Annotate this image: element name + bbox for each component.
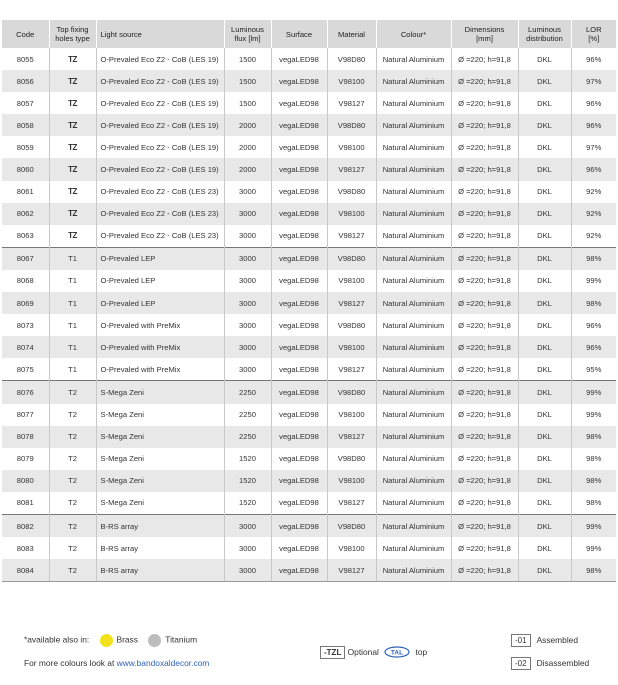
- cell-material: V98D80: [327, 381, 376, 404]
- cell-flux: 3000: [224, 203, 271, 225]
- cell-colour: Natural Aluminium: [376, 48, 451, 70]
- cell-code: 8055: [2, 48, 49, 70]
- cell-lor: 99%: [586, 410, 602, 420]
- cell-holes: TZ: [49, 136, 96, 158]
- cell-colour: Natural Aluminium: [376, 381, 451, 404]
- cell-code: 8083: [2, 537, 49, 559]
- cell-dist: DKL: [518, 92, 571, 114]
- table-row: [2, 448, 616, 470]
- cell-code: 8058: [2, 114, 49, 136]
- website-link[interactable]: www.bandoxaldecor.com: [116, 658, 210, 668]
- cell-material: V98127: [327, 559, 376, 582]
- cell-surface: vegaLED98: [271, 537, 327, 559]
- cell-code: 8069: [2, 292, 49, 314]
- optional-top-note: [320, 646, 427, 660]
- cell-dist: DKL: [518, 470, 571, 492]
- top-text: top: [415, 647, 428, 658]
- cell-material: V98127: [327, 158, 376, 180]
- cell-surface: vegaLED98: [271, 336, 327, 358]
- cell-lor: 99%: [586, 276, 602, 286]
- cell-surface: vegaLED98: [271, 492, 327, 515]
- cell-holes: T2: [49, 514, 96, 537]
- header-material: Material: [327, 20, 376, 48]
- cell-flux: 3000: [224, 358, 271, 381]
- header-dims: Dimensions [mm]: [451, 20, 518, 48]
- cell-flux: 3000: [224, 247, 271, 270]
- cell-holes: TZ: [49, 114, 96, 136]
- cell-material: V98D80: [327, 448, 376, 470]
- cell-colour: Natural Aluminium: [376, 92, 451, 114]
- cell-lor: 97%: [571, 70, 616, 92]
- cell-holes: T1: [49, 336, 96, 358]
- cell-lor: 97%: [586, 142, 602, 152]
- cell-lor: 92%: [586, 187, 602, 197]
- cell-source: O-Prevaled with PreMix: [96, 314, 224, 336]
- cell-material: V98D80: [327, 314, 376, 336]
- cell-dist: DKL: [518, 404, 571, 426]
- assembled-text: Assembled: [536, 635, 578, 645]
- cell-colour: Natural Aluminium: [376, 426, 451, 448]
- table-row: [2, 70, 616, 92]
- table-row: [2, 270, 616, 292]
- cell-surface: vegaLED98: [271, 158, 327, 180]
- table-row: [2, 358, 616, 381]
- cell-dims: Ø =220; h=91,8: [451, 559, 518, 582]
- cell-lor: 98%: [586, 454, 602, 464]
- cell-dist: DKL: [518, 381, 571, 404]
- cell-holes: T2: [49, 404, 96, 426]
- cell-colour: Natural Aluminium: [376, 492, 451, 515]
- cell-dims: Ø =220; h=91,8: [451, 181, 518, 203]
- cell-flux: 2000: [224, 158, 271, 180]
- cell-surface: vegaLED98: [271, 114, 327, 136]
- cell-dist: DKL: [518, 426, 571, 448]
- cell-surface: vegaLED98: [271, 314, 327, 336]
- table-row: [2, 381, 616, 404]
- cell-flux: 2250: [224, 381, 271, 404]
- cell-dist: DKL: [518, 247, 571, 270]
- more-colours-text: For more colours look at: [24, 658, 115, 668]
- cell-holes: TZ: [49, 70, 96, 92]
- cell-code: 8059: [2, 136, 49, 158]
- cell-colour: Natural Aluminium: [376, 181, 451, 203]
- header-colour: Colour*: [376, 20, 451, 48]
- cell-dims: Ø =220; h=91,8: [451, 292, 518, 314]
- cell-source: O-Prevaled Eco Z2 - CoB (LES 19): [96, 70, 224, 92]
- cell-dims: Ø =220; h=91,8: [451, 358, 518, 381]
- table-row: [2, 514, 616, 537]
- cell-dist: DKL: [518, 270, 571, 292]
- cell-dist: DKL: [518, 492, 571, 515]
- titanium-label: Titanium: [165, 634, 198, 645]
- disassembled-code: -02: [511, 657, 531, 670]
- disassembled-text: Disassembled: [536, 658, 590, 668]
- cell-dims: Ø =220; h=91,8: [451, 158, 518, 180]
- cell-surface: vegaLED98: [271, 404, 327, 426]
- cell-source: O-Prevaled with PreMix: [96, 358, 224, 381]
- cell-source: O-Prevaled Eco Z2 - CoB (LES 19): [96, 114, 224, 136]
- cell-surface: vegaLED98: [271, 470, 327, 492]
- cell-surface: vegaLED98: [271, 181, 327, 203]
- cell-flux: 3000: [224, 270, 271, 292]
- cell-holes: T1: [49, 314, 96, 336]
- cell-flux: 3000: [224, 559, 271, 582]
- cell-colour: Natural Aluminium: [376, 70, 451, 92]
- cell-lor: 96%: [571, 114, 616, 136]
- cell-dims: Ø =220; h=91,8: [451, 470, 518, 492]
- table-row: [2, 247, 616, 270]
- cell-source: S-Mega Zeni: [96, 492, 224, 515]
- table-row: [2, 48, 616, 70]
- header-flux: Luminous flux [lm]: [224, 20, 271, 48]
- cell-colour: Natural Aluminium: [376, 514, 451, 537]
- table-row: [2, 537, 616, 559]
- cell-colour: Natural Aluminium: [376, 292, 451, 314]
- cell-colour: Natural Aluminium: [376, 358, 451, 381]
- cell-colour: Natural Aluminium: [376, 270, 451, 292]
- cell-flux: 2000: [224, 136, 271, 158]
- cell-flux: 3000: [224, 514, 271, 537]
- cell-lor: 98%: [571, 247, 616, 270]
- cell-lor: 96%: [586, 320, 602, 330]
- table-row: [2, 470, 616, 492]
- table-row: [2, 314, 616, 336]
- header-dist: Luminous distribution: [518, 20, 571, 48]
- cell-dims: Ø =220; h=91,8: [451, 336, 518, 358]
- cell-holes: T1: [49, 270, 96, 292]
- cell-lor: 96%: [586, 54, 602, 64]
- cell-code: 8077: [2, 404, 49, 426]
- cell-colour: Natural Aluminium: [376, 314, 451, 336]
- cell-lor: 96%: [571, 158, 616, 180]
- cell-dist: DKL: [518, 537, 571, 559]
- cell-flux: 1520: [224, 470, 271, 492]
- cell-dims: Ø =220; h=91,8: [451, 537, 518, 559]
- tzl-label: -TZL: [320, 646, 345, 659]
- cell-source: O-Prevaled Eco Z2 - CoB (LES 19): [96, 92, 224, 114]
- cell-dims: Ø =220; h=91,8: [451, 448, 518, 470]
- available-label: *available also in:: [24, 634, 90, 645]
- cell-dims: Ø =220; h=91,8: [451, 136, 518, 158]
- cell-holes: T2: [49, 381, 96, 404]
- table-row: [2, 114, 616, 136]
- cell-surface: vegaLED98: [271, 448, 327, 470]
- cell-material: V98100: [327, 336, 376, 358]
- cell-surface: vegaLED98: [271, 247, 327, 270]
- brass-label: Brass: [116, 634, 138, 645]
- cell-lor: 98%: [571, 292, 616, 314]
- cell-material: V98127: [327, 426, 376, 448]
- cell-dist: DKL: [518, 358, 571, 381]
- cell-source: B-RS array: [96, 514, 224, 537]
- cell-surface: vegaLED98: [271, 48, 327, 70]
- cell-source: O-Prevaled Eco Z2 - CoB (LES 23): [96, 225, 224, 248]
- cell-lor: 96%: [571, 336, 616, 358]
- cell-colour: Natural Aluminium: [376, 247, 451, 270]
- cell-source: B-RS array: [96, 559, 224, 582]
- cell-surface: vegaLED98: [271, 203, 327, 225]
- cell-source: S-Mega Zeni: [96, 426, 224, 448]
- cell-flux: 2000: [224, 114, 271, 136]
- cell-dist: DKL: [518, 292, 571, 314]
- cell-dims: Ø =220; h=91,8: [451, 404, 518, 426]
- cell-code: 8079: [2, 448, 49, 470]
- cell-flux: 3000: [224, 181, 271, 203]
- cell-dist: DKL: [518, 203, 571, 225]
- cell-dist: DKL: [518, 336, 571, 358]
- cell-source: S-Mega Zeni: [96, 470, 224, 492]
- cell-holes: TZ: [49, 203, 96, 225]
- cell-flux: 1520: [224, 492, 271, 515]
- header-holes: Top fixing holes type: [49, 20, 96, 48]
- cell-surface: vegaLED98: [271, 358, 327, 381]
- cell-colour: Natural Aluminium: [376, 404, 451, 426]
- cell-holes: T1: [49, 292, 96, 314]
- cell-surface: vegaLED98: [271, 70, 327, 92]
- cell-surface: vegaLED98: [271, 136, 327, 158]
- cell-holes: T2: [49, 537, 96, 559]
- cell-surface: vegaLED98: [271, 292, 327, 314]
- cell-holes: TZ: [49, 225, 96, 248]
- cell-lor: 95%: [586, 364, 602, 374]
- cell-material: V98D80: [327, 514, 376, 537]
- cell-lor: 92%: [586, 231, 602, 241]
- cell-flux: 1500: [224, 70, 271, 92]
- table-row: [2, 292, 616, 314]
- cell-dims: Ø =220; h=91,8: [451, 70, 518, 92]
- cell-source: O-Prevaled LEP: [96, 247, 224, 270]
- cell-source: O-Prevaled Eco Z2 - CoB (LES 19): [96, 48, 224, 70]
- cell-source: S-Mega Zeni: [96, 404, 224, 426]
- svg-text:TAL: TAL: [391, 649, 404, 657]
- cell-holes: T2: [49, 470, 96, 492]
- cell-dims: Ø =220; h=91,8: [451, 114, 518, 136]
- cell-dims: Ø =220; h=91,8: [451, 203, 518, 225]
- brass-swatch-icon: [100, 634, 113, 647]
- cell-colour: Natural Aluminium: [376, 448, 451, 470]
- cell-dims: Ø =220; h=91,8: [451, 381, 518, 404]
- cell-flux: 3000: [224, 292, 271, 314]
- cell-dist: DKL: [518, 136, 571, 158]
- cell-lor: 99%: [571, 381, 616, 404]
- cell-lor: 96%: [586, 98, 602, 108]
- cell-dist: DKL: [518, 114, 571, 136]
- cell-dims: Ø =220; h=91,8: [451, 247, 518, 270]
- header-surface: Surface: [271, 20, 327, 48]
- cell-dims: Ø =220; h=91,8: [451, 225, 518, 248]
- cell-flux: 3000: [224, 537, 271, 559]
- cell-dist: DKL: [518, 48, 571, 70]
- cell-material: V98100: [327, 404, 376, 426]
- tal-logo-icon: [384, 646, 410, 660]
- header-lor: LOR [%]: [571, 20, 616, 48]
- cell-lor: 98%: [571, 470, 616, 492]
- cell-dims: Ø =220; h=91,8: [451, 426, 518, 448]
- table-row: [2, 203, 616, 225]
- cell-code: 8075: [2, 358, 49, 381]
- cell-material: V98127: [327, 292, 376, 314]
- cell-source: B-RS array: [96, 537, 224, 559]
- cell-material: V98127: [327, 492, 376, 515]
- table-row: [2, 559, 616, 582]
- cell-holes: TZ: [49, 158, 96, 180]
- cell-flux: 3000: [224, 225, 271, 248]
- cell-lor: 98%: [571, 426, 616, 448]
- cell-material: V98127: [327, 225, 376, 248]
- cell-lor: 98%: [586, 498, 602, 508]
- cell-dims: Ø =220; h=91,8: [451, 48, 518, 70]
- table-row: [2, 336, 616, 358]
- cell-code: 8067: [2, 247, 49, 270]
- cell-code: 8080: [2, 470, 49, 492]
- optional-text: Optional: [347, 647, 379, 658]
- cell-colour: Natural Aluminium: [376, 158, 451, 180]
- cell-code: 8078: [2, 426, 49, 448]
- cell-material: V98100: [327, 470, 376, 492]
- cell-source: O-Prevaled LEP: [96, 292, 224, 314]
- header-source: Light source: [96, 20, 224, 48]
- cell-holes: T2: [49, 426, 96, 448]
- disassembled-note: [511, 657, 589, 670]
- cell-code: 8056: [2, 70, 49, 92]
- assembled-code: -01: [511, 634, 531, 647]
- cell-dist: DKL: [518, 225, 571, 248]
- cell-colour: Natural Aluminium: [376, 537, 451, 559]
- cell-code: 8061: [2, 181, 49, 203]
- titanium-swatch-icon: [148, 634, 161, 647]
- cell-material: V98D80: [327, 247, 376, 270]
- cell-lor: 92%: [571, 203, 616, 225]
- cell-dist: DKL: [518, 314, 571, 336]
- cell-surface: vegaLED98: [271, 270, 327, 292]
- cell-dims: Ø =220; h=91,8: [451, 314, 518, 336]
- cell-colour: Natural Aluminium: [376, 470, 451, 492]
- cell-source: O-Prevaled Eco Z2 - CoB (LES 23): [96, 203, 224, 225]
- cell-holes: T2: [49, 448, 96, 470]
- spec-table: [2, 20, 616, 582]
- table-row: [2, 92, 616, 114]
- cell-source: O-Prevaled Eco Z2 - CoB (LES 23): [96, 181, 224, 203]
- header-code: Code: [2, 20, 49, 48]
- cell-colour: Natural Aluminium: [376, 225, 451, 248]
- cell-material: V98100: [327, 136, 376, 158]
- cell-material: V98127: [327, 92, 376, 114]
- cell-code: 8082: [2, 514, 49, 537]
- cell-material: V98127: [327, 358, 376, 381]
- table-row: [2, 136, 616, 158]
- cell-dist: DKL: [518, 158, 571, 180]
- cell-source: O-Prevaled with PreMix: [96, 336, 224, 358]
- cell-dist: DKL: [518, 448, 571, 470]
- table-row: [2, 158, 616, 180]
- cell-lor: 99%: [571, 514, 616, 537]
- cell-code: 8084: [2, 559, 49, 582]
- cell-colour: Natural Aluminium: [376, 114, 451, 136]
- cell-code: 8057: [2, 92, 49, 114]
- cell-holes: T2: [49, 559, 96, 582]
- cell-dims: Ø =220; h=91,8: [451, 492, 518, 515]
- cell-holes: TZ: [49, 92, 96, 114]
- cell-surface: vegaLED98: [271, 225, 327, 248]
- cell-flux: 3000: [224, 314, 271, 336]
- more-colours: [24, 658, 209, 668]
- cell-colour: Natural Aluminium: [376, 336, 451, 358]
- cell-material: V98D80: [327, 114, 376, 136]
- cell-surface: vegaLED98: [271, 381, 327, 404]
- cell-holes: TZ: [49, 181, 96, 203]
- cell-material: V98100: [327, 270, 376, 292]
- cell-surface: vegaLED98: [271, 559, 327, 582]
- cell-material: V98D80: [327, 181, 376, 203]
- available-colours: [24, 634, 197, 647]
- cell-lor: 99%: [586, 543, 602, 553]
- cell-code: 8062: [2, 203, 49, 225]
- cell-surface: vegaLED98: [271, 426, 327, 448]
- cell-flux: 3000: [224, 336, 271, 358]
- table-row: [2, 426, 616, 448]
- cell-dist: DKL: [518, 70, 571, 92]
- cell-lor: 98%: [571, 559, 616, 582]
- table-body: [2, 48, 616, 582]
- cell-code: 8060: [2, 158, 49, 180]
- cell-holes: T1: [49, 358, 96, 381]
- cell-surface: vegaLED98: [271, 92, 327, 114]
- table-row: [2, 181, 616, 203]
- cell-source: O-Prevaled Eco Z2 - CoB (LES 19): [96, 158, 224, 180]
- cell-code: 8081: [2, 492, 49, 515]
- cell-colour: Natural Aluminium: [376, 136, 451, 158]
- cell-colour: Natural Aluminium: [376, 203, 451, 225]
- cell-code: 8063: [2, 225, 49, 248]
- cell-dims: Ø =220; h=91,8: [451, 270, 518, 292]
- cell-material: V98100: [327, 70, 376, 92]
- cell-code: 8074: [2, 336, 49, 358]
- cell-dist: DKL: [518, 514, 571, 537]
- cell-code: 8073: [2, 314, 49, 336]
- cell-flux: 1520: [224, 448, 271, 470]
- cell-dist: DKL: [518, 181, 571, 203]
- cell-source: S-Mega Zeni: [96, 381, 224, 404]
- cell-code: 8076: [2, 381, 49, 404]
- cell-flux: 1500: [224, 92, 271, 114]
- cell-surface: vegaLED98: [271, 514, 327, 537]
- cell-colour: Natural Aluminium: [376, 559, 451, 582]
- cell-material: V98100: [327, 537, 376, 559]
- cell-holes: T1: [49, 247, 96, 270]
- cell-source: O-Prevaled LEP: [96, 270, 224, 292]
- cell-flux: 2250: [224, 426, 271, 448]
- table-row: [2, 225, 616, 248]
- cell-source: S-Mega Zeni: [96, 448, 224, 470]
- cell-dist: DKL: [518, 559, 571, 582]
- cell-holes: TZ: [49, 48, 96, 70]
- cell-dims: Ø =220; h=91,8: [451, 514, 518, 537]
- cell-holes: T2: [49, 492, 96, 515]
- table-row: [2, 492, 616, 515]
- cell-code: 8068: [2, 270, 49, 292]
- header-row: [2, 20, 616, 48]
- cell-material: V98100: [327, 203, 376, 225]
- assembled-note: [511, 634, 578, 647]
- cell-material: V98D80: [327, 48, 376, 70]
- table-row: [2, 404, 616, 426]
- cell-source: O-Prevaled Eco Z2 - CoB (LES 19): [96, 136, 224, 158]
- cell-dims: Ø =220; h=91,8: [451, 92, 518, 114]
- cell-flux: 2250: [224, 404, 271, 426]
- cell-flux: 1500: [224, 48, 271, 70]
